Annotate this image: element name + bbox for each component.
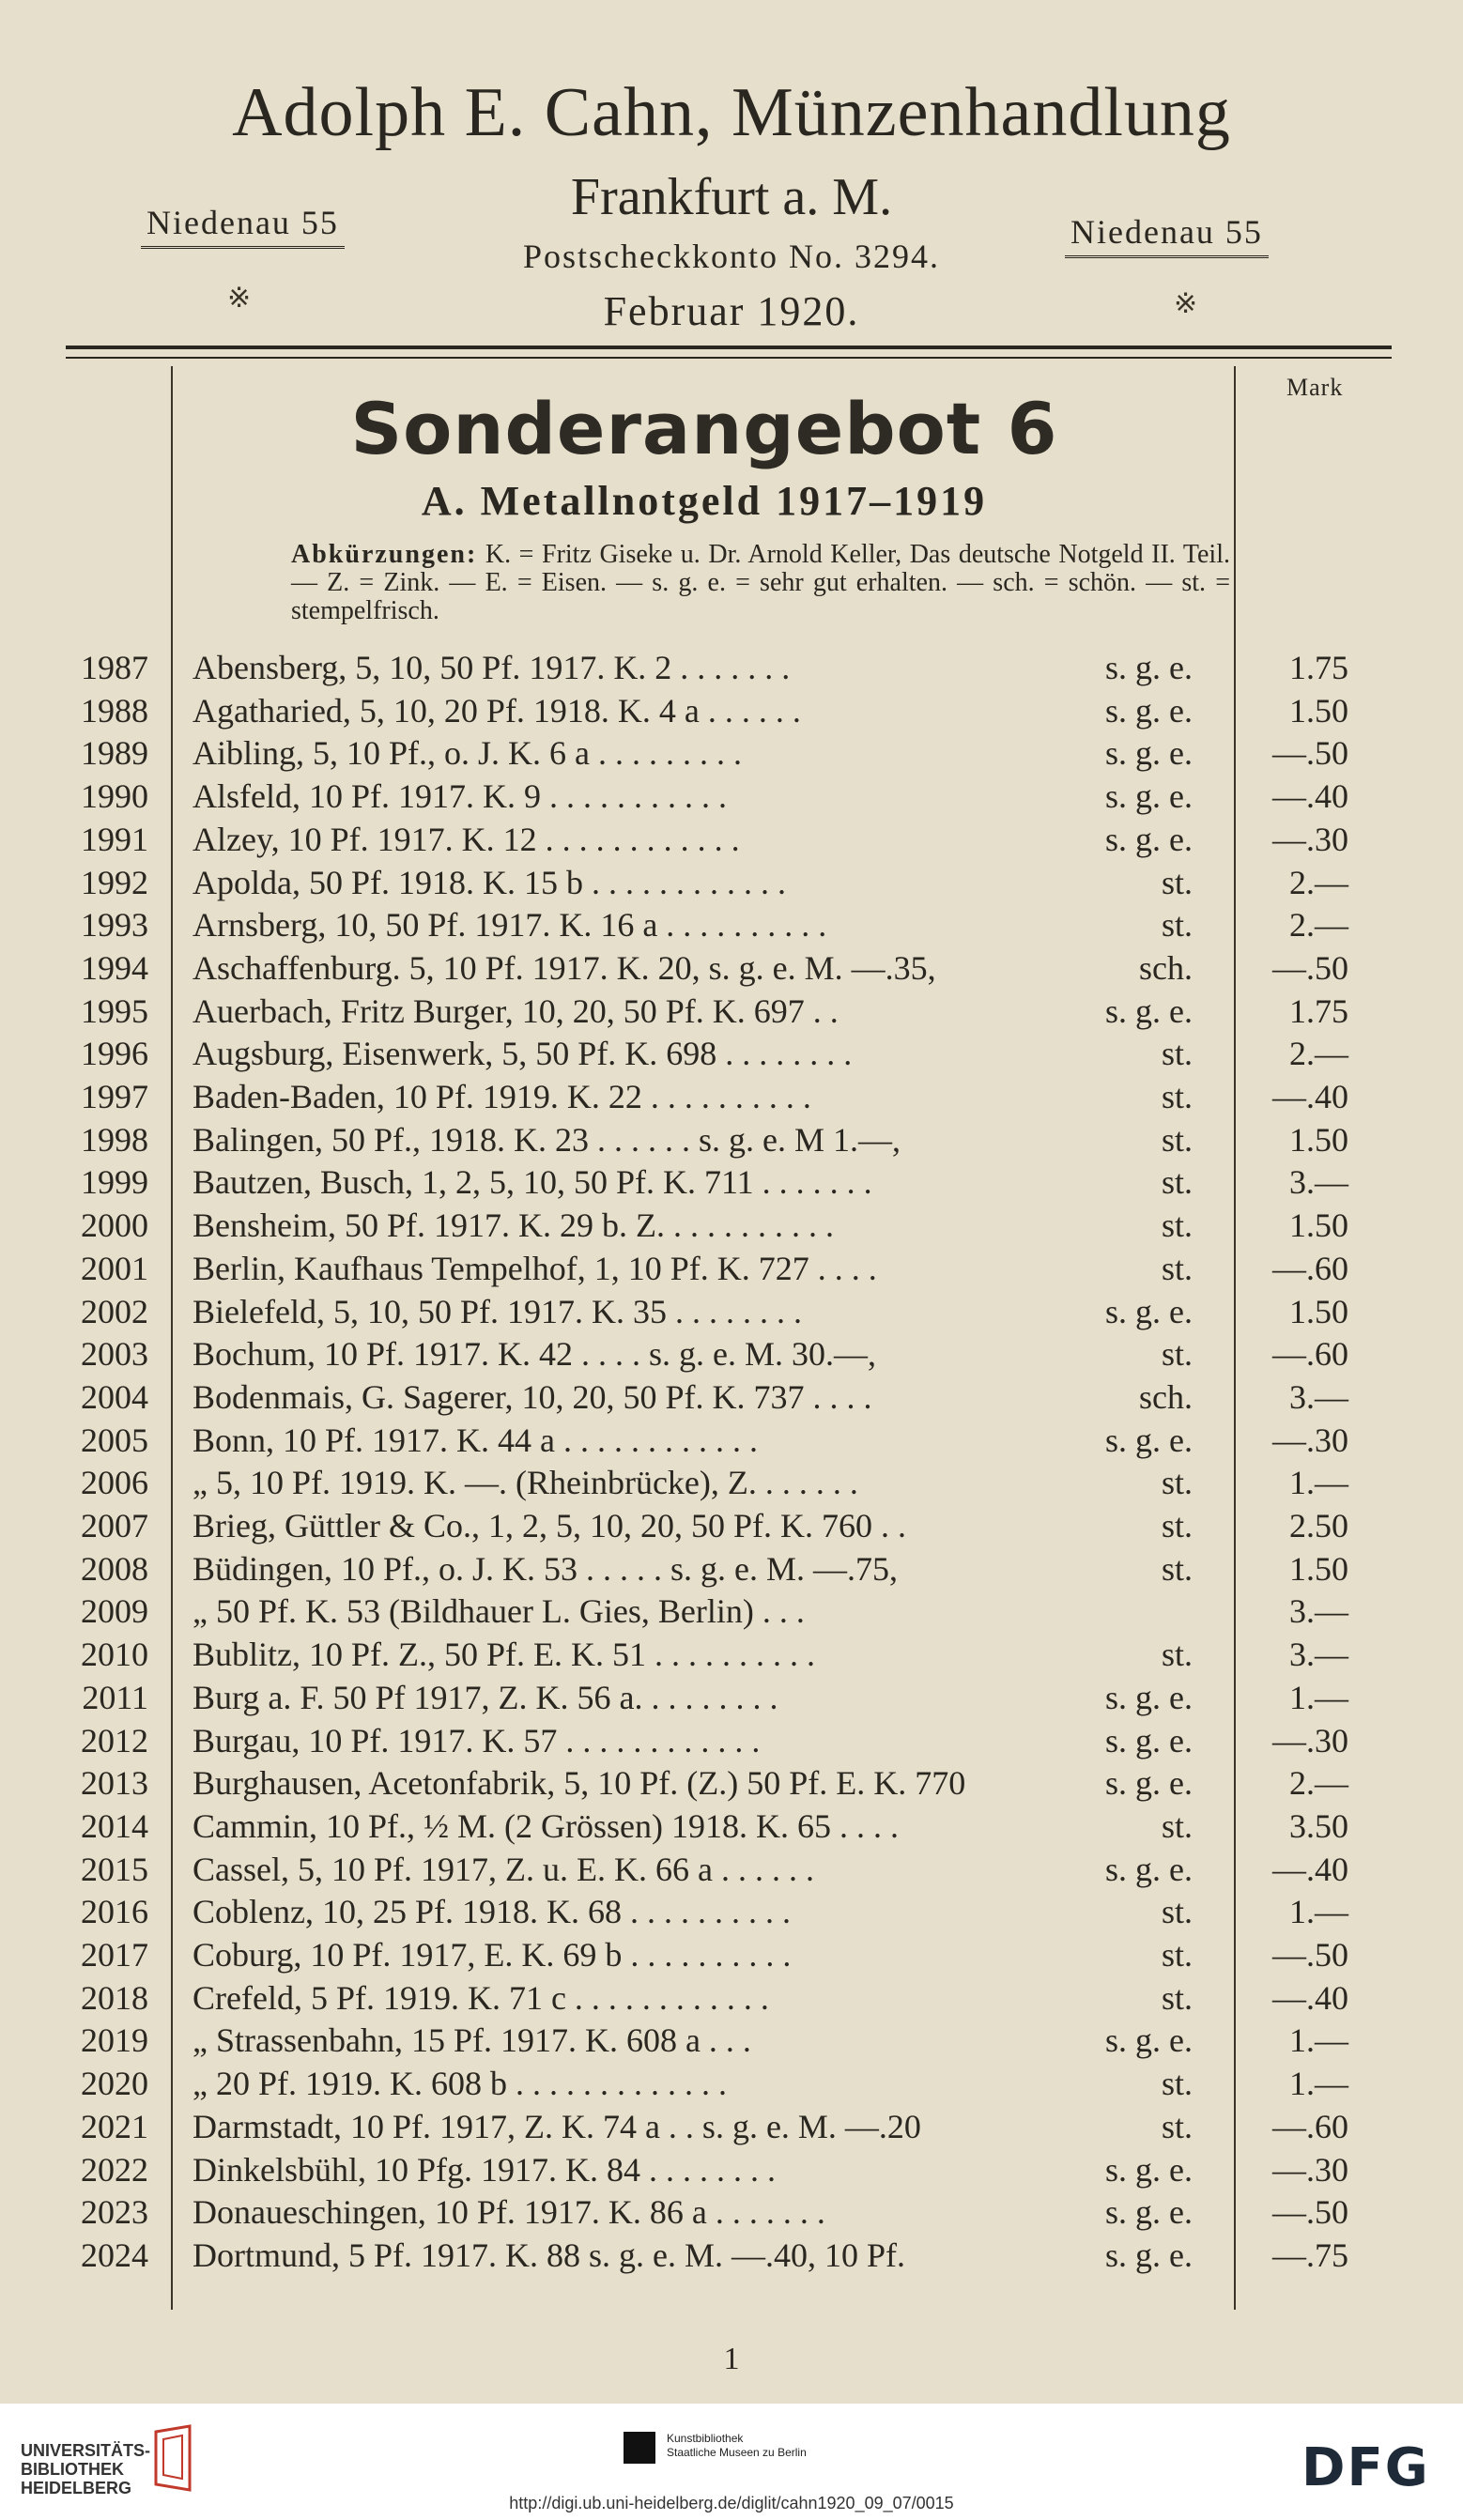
entry-number: 2003 <box>81 1335 148 1374</box>
kunstbibliothek-logo-icon <box>624 2432 655 2464</box>
page-number: 1 <box>723 2342 740 2376</box>
list-item <box>0 2190 1463 2234</box>
list-item <box>0 2148 1463 2191</box>
entry-price: —.40 <box>1272 777 1348 816</box>
list-item <box>0 2234 1463 2277</box>
entry-price: —.50 <box>1272 2193 1348 2232</box>
list-item <box>0 1032 1463 1075</box>
entry-price: 3.50 <box>1289 1806 1348 1845</box>
entry-condition: st. <box>1161 1249 1193 1287</box>
entry-number: 2002 <box>81 1292 148 1330</box>
entry-price: —.40 <box>1272 1078 1348 1115</box>
entry-number: 2013 <box>81 1764 148 1803</box>
account-number: Postscheckkonto No. 3294. <box>523 238 940 275</box>
dfg-logo: DFG <box>1301 2437 1430 2498</box>
entry-condition: s. g. e. <box>1105 649 1193 686</box>
list-item <box>0 1204 1463 1247</box>
ub-logo-line: BIBLIOTHEK <box>21 2460 124 2479</box>
entry-number: 1997 <box>81 1078 148 1115</box>
entry-condition: s. g. e. <box>1105 1764 1193 1803</box>
list-item <box>0 1890 1463 1933</box>
list-item <box>0 1419 1463 1462</box>
entry-description: Dortmund, 5 Pf. 1917. K. 88 s. g. e. M. —.40, 10 Pf. <box>192 2236 906 2274</box>
entry-price: —.50 <box>1272 734 1348 773</box>
entry-price: 1.— <box>1289 2065 1348 2103</box>
street-right: Niedenau 55 <box>1065 212 1269 258</box>
entry-description: Berlin, Kaufhaus Tempelhof, 1, 10 Pf. K. 727 . . . . <box>192 1249 877 1287</box>
entry-condition: st. <box>1161 1120 1193 1159</box>
entry-number: 2015 <box>81 1850 148 1888</box>
entry-description: Bodenmais, G. Sagerer, 10, 20, 50 Pf. K. 737 . . . . <box>192 1377 872 1416</box>
entry-number: 2011 <box>82 1678 148 1716</box>
entry-description: Auerbach, Fritz Burger, 10, 20, 50 Pf. K. 697 . . <box>192 991 839 1030</box>
entry-price: 3.— <box>1289 1163 1348 1202</box>
entry-condition: st. <box>1161 1636 1193 1674</box>
entry-description: Apolda, 50 Pf. 1918. K. 15 b . . . . . . . . . . . . <box>192 863 786 901</box>
entry-condition: st. <box>1161 1549 1193 1588</box>
list-item <box>0 1290 1463 1333</box>
entry-number: 2014 <box>81 1806 148 1845</box>
entry-condition: s. g. e. <box>1105 2236 1193 2274</box>
list-item <box>0 1247 1463 1290</box>
entry-price: 2.— <box>1289 906 1348 945</box>
entry-number: 2024 <box>81 2236 148 2274</box>
entry-number: 2021 <box>81 2107 148 2145</box>
entry-price: —.30 <box>1272 1721 1348 1759</box>
ornament-icon: ※ <box>227 283 252 314</box>
section-subtitle: A. Metallnotgeld 1917–1919 <box>421 478 988 524</box>
entry-condition: st. <box>1161 1978 1193 2017</box>
entry-description: Darmstadt, 10 Pf. 1917, Z. K. 74 a . . s. g. e. M. —.20 <box>192 2107 921 2145</box>
entry-condition: st. <box>1161 1936 1193 1974</box>
entry-description: Bensheim, 50 Pf. 1917. K. 29 b. Z. . . . . . . . . . . <box>192 1206 834 1245</box>
entry-condition: sch. <box>1139 948 1193 987</box>
list-item <box>0 1633 1463 1676</box>
entry-price: 1.— <box>1289 1678 1348 1716</box>
entry-number: 2007 <box>81 1507 148 1544</box>
entry-price: —.30 <box>1272 1421 1348 1459</box>
source-url[interactable]: http://digi.ub.uni-heidelberg.de/diglit/cahn1920_09_07/0015 <box>509 2494 954 2512</box>
entry-number: 2010 <box>81 1636 148 1674</box>
entry-condition: s. g. e. <box>1105 2193 1193 2232</box>
entry-description: Bautzen, Busch, 1, 2, 5, 10, 50 Pf. K. 711 . . . . . . . <box>192 1163 872 1202</box>
entry-number: 1989 <box>81 734 148 773</box>
entry-price: 3.— <box>1289 1592 1348 1631</box>
entry-description: Baden-Baden, 10 Pf. 1919. K. 22 . . . . . . . . . . <box>192 1078 811 1115</box>
abbreviations-label: Abkürzungen: <box>291 540 478 569</box>
entry-price: 1.— <box>1289 2021 1348 2060</box>
entry-number: 1996 <box>81 1035 148 1073</box>
list-item <box>0 1375 1463 1419</box>
entry-description: Brieg, Güttler & Co., 1, 2, 5, 10, 20, 50 Pf. K. 760 . . <box>192 1507 906 1544</box>
list-item <box>0 775 1463 818</box>
list-item <box>0 1848 1463 1891</box>
entry-description: Bublitz, 10 Pf. Z., 50 Pf. E. K. 51 . . . . . . . . . . <box>192 1636 815 1674</box>
entry-price: —.30 <box>1272 2150 1348 2189</box>
entry-number: 2000 <box>81 1206 148 1245</box>
entry-description: Balingen, 50 Pf., 1918. K. 23 . . . . . . s. g. e. M 1.—, <box>192 1120 901 1159</box>
entry-number: 2001 <box>81 1249 148 1287</box>
ub-heidelberg-logo-icon <box>146 2424 199 2492</box>
entry-description: Alsfeld, 10 Pf. 1917. K. 9 . . . . . . . . . . . <box>192 777 727 816</box>
entry-number: 2012 <box>81 1721 148 1759</box>
entry-number: 1998 <box>81 1120 148 1159</box>
list-item <box>0 1719 1463 1762</box>
entry-condition: st. <box>1161 906 1193 945</box>
kb-line-1: Kunstbibliothek <box>667 2432 744 2445</box>
entry-price: 2.50 <box>1289 1507 1348 1544</box>
entry-description: „ 20 Pf. 1919. K. 608 b . . . . . . . . . . . . . <box>192 2065 727 2103</box>
entry-number: 2005 <box>81 1421 148 1459</box>
abbreviations-note <box>291 541 1230 625</box>
entry-condition: s. g. e. <box>1105 777 1193 816</box>
entry-condition: st. <box>1161 1464 1193 1502</box>
offer-title: Sonderangebot 6 <box>350 387 1058 470</box>
entry-price: 2.— <box>1289 1035 1348 1073</box>
entry-condition: s. g. e. <box>1105 991 1193 1030</box>
entry-number: 2009 <box>81 1592 148 1631</box>
entry-price: —.40 <box>1272 1850 1348 1888</box>
entry-number: 1988 <box>81 691 148 730</box>
list-item <box>0 731 1463 775</box>
entry-description: Bielefeld, 5, 10, 50 Pf. 1917. K. 35 . . . . . . . . <box>192 1292 802 1330</box>
entry-price: —.40 <box>1272 1978 1348 2017</box>
list-item <box>0 1933 1463 1976</box>
header-rule-thin <box>66 357 1392 359</box>
list-item <box>0 1805 1463 1848</box>
entry-number: 1999 <box>81 1163 148 1202</box>
list-item <box>0 2019 1463 2062</box>
entry-number: 1994 <box>81 948 148 987</box>
entry-description: Alzey, 10 Pf. 1917. K. 12 . . . . . . . . . . . . <box>192 820 740 858</box>
entry-price: 2.— <box>1289 1764 1348 1803</box>
list-item <box>0 2062 1463 2105</box>
footer-bar <box>0 2404 1463 2520</box>
entry-description: Arnsberg, 10, 50 Pf. 1917. K. 16 a . . . . . . . . . . <box>192 906 827 945</box>
entry-condition: st. <box>1161 1078 1193 1115</box>
entry-condition: st. <box>1161 2065 1193 2103</box>
city: Frankfurt a. M. <box>570 168 893 226</box>
entry-description: Burghausen, Acetonfabrik, 5, 10 Pf. (Z.) 50 Pf. E. K. 770 <box>192 1764 966 1803</box>
entry-number: 2006 <box>81 1464 148 1502</box>
price-column-header: Mark <box>1286 374 1344 401</box>
entry-number: 1992 <box>81 863 148 901</box>
kunstbibliothek-label <box>667 2432 807 2460</box>
entry-number: 1991 <box>81 820 148 858</box>
entry-price: —.60 <box>1272 1249 1348 1287</box>
entry-description: Cammin, 10 Pf., ½ M. (2 Grössen) 1918. K. 65 . . . . <box>192 1806 899 1845</box>
list-item <box>0 2105 1463 2148</box>
entry-price: —.60 <box>1272 2107 1348 2145</box>
list-item <box>0 1976 1463 2020</box>
ub-logo-line: HEIDELBERG <box>21 2479 132 2497</box>
list-item <box>0 1461 1463 1504</box>
entry-condition: s. g. e. <box>1105 1850 1193 1888</box>
entry-condition: s. g. e. <box>1105 2150 1193 2189</box>
entry-condition: s. g. e. <box>1105 820 1193 858</box>
entry-price: —.50 <box>1272 1936 1348 1974</box>
list-item <box>0 861 1463 904</box>
header-rule <box>66 346 1392 349</box>
abbreviations-text: K. = Fritz Giseke u. Dr. Arnold Keller, Das deutsche Notgeld II. Teil. — Z. = Zink. — E. = Eisen. — s. g. e. = sehr gut erhalten. — sch. = schön. — st. = stempelfrisch. <box>291 540 1230 625</box>
list-item <box>0 1676 1463 1719</box>
entry-description: „ 5, 10 Pf. 1919. K. —. (Rheinbrücke), Z. . . . . . . <box>192 1464 858 1502</box>
entry-description: Coblenz, 10, 25 Pf. 1918. K. 68 . . . . . . . . . . <box>192 1893 791 1931</box>
ornament-icon: ※ <box>1174 288 1198 319</box>
entry-description: Bochum, 10 Pf. 1917. K. 42 . . . . s. g. e. M. 30.—, <box>192 1335 876 1374</box>
entry-price: 3.— <box>1289 1377 1348 1416</box>
entry-description: Büdingen, 10 Pf., o. J. K. 53 . . . . . s. g. e. M. —.75, <box>192 1549 899 1588</box>
entry-number: 1990 <box>81 777 148 816</box>
entry-number: 1993 <box>81 906 148 945</box>
entry-description: Augsburg, Eisenwerk, 5, 50 Pf. K. 698 . . . . . . . . <box>192 1035 853 1073</box>
list-item <box>0 646 1463 689</box>
entry-description: Aibling, 5, 10 Pf., o. J. K. 6 a . . . . . . . . . <box>192 734 742 773</box>
entry-price: —.50 <box>1272 948 1348 987</box>
entry-price: 3.— <box>1289 1636 1348 1674</box>
entry-number: 2023 <box>81 2193 148 2232</box>
entry-description: „ 50 Pf. K. 53 (Bildhauer L. Gies, Berlin) . . . <box>192 1592 805 1631</box>
entry-description: Agatharied, 5, 10, 20 Pf. 1918. K. 4 a . . . . . . <box>192 691 801 730</box>
entry-description: Aschaffenburg. 5, 10 Pf. 1917. K. 20, s. g. e. M. —.35, <box>192 948 936 987</box>
list-item <box>0 946 1463 990</box>
list-item <box>0 1118 1463 1161</box>
entry-description: Burg a. F. 50 Pf 1917, Z. K. 56 a. . . . . . . . . <box>192 1678 778 1716</box>
ub-heidelberg-logo-text <box>21 2441 150 2497</box>
entry-condition: s. g. e. <box>1105 1421 1193 1459</box>
list-item <box>0 1332 1463 1375</box>
entry-price: 2.— <box>1289 863 1348 901</box>
entry-condition: st. <box>1161 1163 1193 1202</box>
list-item <box>0 1504 1463 1547</box>
entry-number: 2008 <box>81 1549 148 1588</box>
list-item <box>0 689 1463 732</box>
entry-number: 2022 <box>81 2150 148 2189</box>
entry-description: Crefeld, 5 Pf. 1919. K. 71 c . . . . . . . . . . . . <box>192 1978 769 2017</box>
entry-condition: st. <box>1161 1893 1193 1931</box>
entry-number: 2019 <box>81 2021 148 2060</box>
entry-number: 2004 <box>81 1377 148 1416</box>
list-item <box>0 1075 1463 1118</box>
entry-description: Coburg, 10 Pf. 1917, E. K. 69 b . . . . . . . . . . <box>192 1936 792 1974</box>
entry-description: Donaueschingen, 10 Pf. 1917. K. 86 a . . . . . . . <box>192 2193 825 2232</box>
entry-description: Abensberg, 5, 10, 50 Pf. 1917. K. 2 . . . . . . . <box>192 649 791 686</box>
entry-condition: sch. <box>1139 1377 1193 1416</box>
entry-condition: s. g. e. <box>1105 2021 1193 2060</box>
entry-description: Burgau, 10 Pf. 1917. K. 57 . . . . . . . . . . . . <box>192 1721 761 1759</box>
list-item <box>0 903 1463 946</box>
entry-price: —.75 <box>1272 2236 1348 2274</box>
entry-condition: s. g. e. <box>1105 1678 1193 1716</box>
ub-logo-line: UNIVERSITÄTS- <box>21 2441 151 2460</box>
list-item <box>0 1761 1463 1805</box>
entry-description: Dinkelsbühl, 10 Pfg. 1917. K. 84 . . . . . . . . <box>192 2150 776 2189</box>
entry-condition: s. g. e. <box>1105 691 1193 730</box>
entry-price: 1.50 <box>1289 1206 1348 1245</box>
entry-condition: st. <box>1161 1035 1193 1073</box>
entry-price: 1.— <box>1289 1893 1348 1931</box>
entry-condition: st. <box>1161 1206 1193 1245</box>
entry-condition: s. g. e. <box>1105 734 1193 773</box>
entry-price: 1.75 <box>1289 649 1348 686</box>
entry-price: 1.50 <box>1289 1549 1348 1588</box>
company-name: Adolph E. Cahn, Münzenhandlung <box>232 74 1231 151</box>
entry-condition: st. <box>1161 2107 1193 2145</box>
street-left: Niedenau 55 <box>141 203 345 249</box>
entry-description: Cassel, 5, 10 Pf. 1917, Z. u. E. K. 66 a . . . . . . <box>192 1850 814 1888</box>
entry-description: Bonn, 10 Pf. 1917. K. 44 a . . . . . . . . . . . . <box>192 1421 758 1459</box>
entry-condition: st. <box>1161 863 1193 901</box>
entry-number: 2018 <box>81 1978 148 2017</box>
entry-condition: st. <box>1161 1507 1193 1544</box>
kb-line-2: Staatliche Museen zu Berlin <box>667 2446 807 2459</box>
entry-number: 1995 <box>81 991 148 1030</box>
entry-price: 1.50 <box>1289 691 1348 730</box>
entry-condition: st. <box>1161 1806 1193 1845</box>
entry-price: 1.75 <box>1289 991 1348 1030</box>
entry-number: 2017 <box>81 1936 148 1974</box>
entry-price: —.60 <box>1272 1335 1348 1374</box>
entry-price: —.30 <box>1272 820 1348 858</box>
entry-price: 1.— <box>1289 1464 1348 1502</box>
entry-condition: st. <box>1161 1335 1193 1374</box>
entry-condition: s. g. e. <box>1105 1721 1193 1759</box>
entry-number: 2020 <box>81 2065 148 2103</box>
entry-price: 1.50 <box>1289 1292 1348 1330</box>
list-item <box>0 990 1463 1033</box>
list-item <box>0 818 1463 861</box>
entry-number: 1987 <box>81 649 148 686</box>
entry-description: „ Strassenbahn, 15 Pf. 1917. K. 608 a . . . <box>192 2021 751 2060</box>
list-item <box>0 1590 1463 1633</box>
entry-price: 1.50 <box>1289 1120 1348 1159</box>
catalog-date: Februar 1920. <box>603 288 860 334</box>
entry-condition: s. g. e. <box>1105 1292 1193 1330</box>
list-item <box>0 1160 1463 1204</box>
entry-number: 2016 <box>81 1893 148 1931</box>
list-item <box>0 1547 1463 1590</box>
